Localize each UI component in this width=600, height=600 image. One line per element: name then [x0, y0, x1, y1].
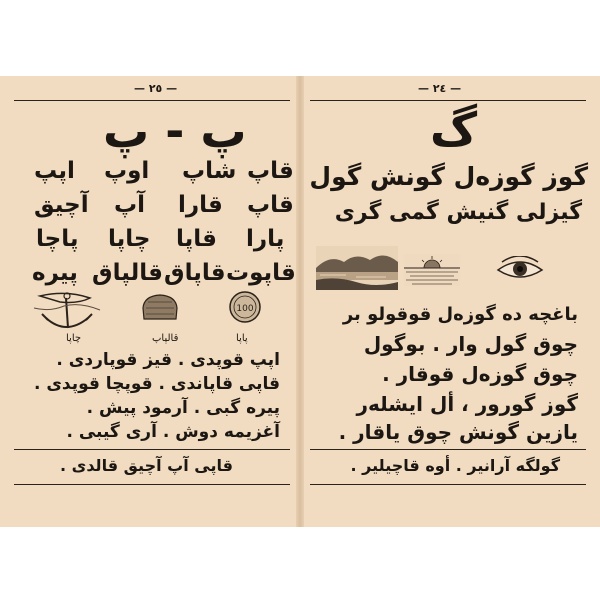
word: اوپ: [104, 158, 150, 184]
picture-caption: پاپا: [236, 333, 248, 344]
sentence-line: اپپ قوپدی . قیز قوپاردی .: [56, 350, 280, 370]
footer-rule-top: [14, 449, 290, 450]
word: آپ: [114, 192, 145, 218]
word: قاپ: [247, 158, 294, 184]
word: اپپ: [34, 158, 75, 184]
page-number: — ٢٤ —: [418, 82, 462, 95]
word: پیره: [32, 260, 78, 286]
left-page: [0, 76, 298, 527]
coin-illustration: [228, 290, 262, 324]
picture-caption: چاپا: [66, 333, 82, 344]
sentence-line: چوق گول وار . بوگول: [363, 332, 578, 356]
footer-rule-top: [310, 449, 586, 450]
sentence-line: پیره گبی . آرمود پیش .: [86, 398, 280, 418]
sentence-line: آغزیمه دوش . آری گیبی .: [66, 422, 280, 442]
sentence-line: گوز گورور ، أل ایشله‌ر: [356, 392, 578, 416]
word: قارا: [178, 192, 223, 218]
footer-rule-bottom: [310, 484, 586, 485]
footer-rule-bottom: [14, 484, 290, 485]
footer-sentence: گولگه آرانیر . أوه قاچیلیر .: [350, 456, 560, 475]
word-row: گوز گوزه‌ل گونش گول: [309, 162, 588, 191]
word: پاچا: [36, 226, 79, 252]
sentence-line: چوق گوزه‌ل قوقار .: [382, 362, 578, 386]
word: چاپا: [108, 226, 151, 252]
word: پارا: [246, 226, 285, 252]
word: آچیق: [34, 192, 89, 218]
lesson-letter-heading: پ - پ: [103, 104, 247, 158]
anchor-illustration: [30, 288, 104, 334]
page-number: — ٢٥ —: [134, 82, 178, 95]
sentence-line: یازین گونش چوق یاقار .: [338, 420, 578, 444]
svg-text:100: 100: [236, 304, 254, 314]
sentence-line: قاپی قاپاندی . قوپچا قوپدی .: [33, 374, 280, 394]
word: شاپ: [182, 158, 237, 184]
book-spread: [0, 76, 600, 527]
hills-lake-illustration: [316, 246, 398, 290]
header-rule: [14, 100, 290, 101]
word: قالپاق: [92, 260, 163, 286]
lesson-letter-heading: گ: [430, 102, 478, 156]
word: قاپ: [247, 192, 294, 218]
sentence-line: باغچه ده گوزه‌ل قوقولو بر: [342, 304, 578, 325]
eye-illustration: [496, 256, 544, 282]
header-rule: [310, 100, 586, 101]
footer-sentence: قاپی آپ آچیق قالدی .: [60, 456, 233, 475]
word-row: گیزلی گنیش گمی گری: [334, 200, 582, 225]
word: قاپوت: [226, 260, 296, 286]
sunrise-sea-illustration: [404, 254, 460, 286]
word: قاپاق: [164, 260, 226, 286]
word: قاپا: [176, 226, 217, 252]
bread-loaf-illustration: [140, 292, 180, 322]
picture-caption: قالپاپ: [152, 333, 179, 344]
right-page: [300, 76, 600, 527]
